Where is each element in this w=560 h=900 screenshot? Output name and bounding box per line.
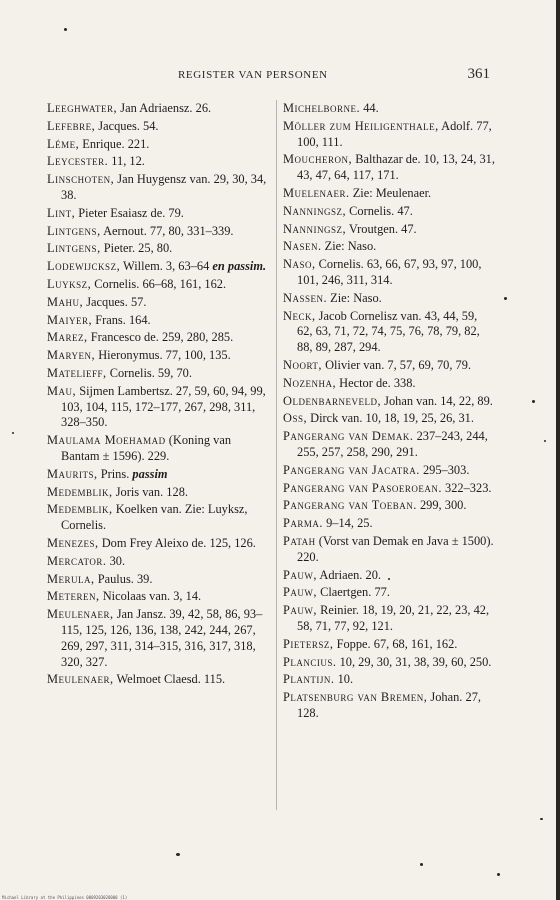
index-entry	[47, 672, 269, 688]
entry-name: Meteren,	[47, 589, 100, 604]
entry-references: Welmoet Claesd. 115.	[113, 672, 226, 687]
entry-name: Pietersz,	[283, 636, 334, 651]
index-entry	[283, 498, 495, 514]
entry-references: 322–323.	[441, 480, 492, 495]
index-entry	[283, 534, 495, 566]
entry-references: Paulus. 39.	[94, 571, 153, 586]
index-entry	[47, 433, 269, 465]
entry-name: Matelieff,	[47, 365, 107, 380]
index-entry	[283, 101, 495, 117]
index-entry	[47, 172, 269, 204]
entry-name: Marez,	[47, 330, 88, 345]
entry-name: Platsenburg van Bremen,	[283, 690, 428, 705]
entry-name: Möller zum Heiligenthale,	[283, 118, 439, 133]
entry-references: Jacob Cornelisz van. 43, 44, 59, 62, 63, 71, 72, 74, 75, 76, 78, 79, 82, 88, 89, 287, 294.	[297, 308, 480, 355]
entry-name: Lintgens,	[47, 223, 101, 238]
index-entry	[47, 277, 269, 293]
entry-references: Jan Huygensz van. 29, 30, 34, 38.	[61, 172, 267, 202]
entry-references: 237–243, 244, 255, 257, 258, 290, 291.	[297, 429, 488, 459]
entry-references: Johan van. 14, 22, 89.	[381, 393, 493, 408]
scan-speck	[388, 578, 390, 580]
index-entry	[283, 186, 495, 202]
entry-name: Nasen.	[283, 239, 322, 254]
entry-name: Luyksz,	[47, 276, 92, 291]
index-entry	[283, 672, 495, 688]
index-entry	[283, 291, 495, 307]
entry-references: 9–14, 25.	[323, 516, 373, 531]
index-entry	[47, 348, 269, 364]
entry-name: Patah	[283, 533, 316, 548]
entry-references: Vroutgen. 47.	[346, 221, 417, 236]
entry-references: 10, 29, 30, 31, 38, 39, 60, 250.	[336, 654, 492, 669]
entry-references: Zie: Meulenaer.	[349, 185, 432, 200]
entry-name: Meulenaer,	[47, 672, 114, 687]
index-entry	[283, 568, 495, 584]
index-entry	[283, 309, 495, 356]
entry-name: Plancius.	[283, 654, 337, 669]
index-entry	[283, 463, 495, 479]
index-entry	[47, 119, 269, 135]
entry-name: Merula,	[47, 571, 95, 586]
entry-references: Willem. 3, 63–64	[120, 259, 210, 274]
entry-name: Maurits,	[47, 466, 98, 481]
entry-name: Lodewijcksz,	[47, 259, 121, 274]
index-entry	[47, 101, 269, 117]
entry-name: Moucheron,	[283, 152, 353, 167]
entry-italic-note: passim	[132, 466, 168, 481]
entry-name: Lintgens,	[47, 241, 101, 256]
entry-name: Medemblik,	[47, 502, 113, 517]
entry-references: (Koning van Bantam ± 1596). 229.	[61, 433, 232, 463]
entry-references: 44.	[360, 101, 379, 115]
entry-references: Joris van. 128.	[112, 484, 188, 499]
index-entry	[47, 330, 269, 346]
entry-name: Plantijn.	[283, 672, 335, 687]
index-entry	[283, 358, 495, 374]
entry-references: Johan. 27, 128.	[297, 690, 481, 720]
entry-name: Pauw,	[283, 567, 317, 582]
index-entry	[47, 536, 269, 552]
scan-footer: Michael Library at the Philippines 0009203020000 (1)	[2, 895, 128, 900]
entry-name: Mercator.	[47, 553, 107, 568]
index-entry	[283, 637, 495, 653]
index-entry	[47, 137, 269, 153]
entry-references: Jacques. 54.	[95, 118, 159, 133]
scan-speck	[12, 432, 14, 434]
index-entry	[283, 119, 495, 151]
index-entry	[47, 241, 269, 257]
entry-name: Nassen.	[283, 290, 328, 305]
index-entry	[283, 655, 495, 671]
index-column-right	[283, 101, 495, 724]
entry-references: Cornelis. 59, 70.	[106, 365, 192, 380]
index-entry	[283, 239, 495, 255]
index-entry	[47, 467, 269, 483]
entry-name: Michelborne.	[283, 101, 361, 115]
entry-name: Lefebre,	[47, 118, 96, 133]
entry-name: Oss,	[283, 411, 308, 426]
index-entry	[283, 516, 495, 532]
entry-references: 30.	[106, 553, 126, 568]
index-entry	[283, 152, 495, 184]
entry-references: Hieronymus. 77, 100, 135.	[95, 348, 231, 363]
entry-name: Parma.	[283, 516, 323, 531]
scan-speck	[420, 863, 423, 866]
index-entry	[47, 206, 269, 222]
entry-name: Noort,	[283, 357, 323, 372]
index-entry	[283, 222, 495, 238]
entry-references: 295–303.	[419, 462, 470, 477]
index-entry	[47, 607, 269, 670]
entry-name: Mau,	[47, 383, 77, 398]
entry-references: Pieter. 25, 80.	[100, 241, 173, 256]
page-number: 361	[467, 66, 490, 82]
entry-name: Léme,	[47, 136, 80, 151]
entry-name: Nanningsz,	[283, 203, 347, 218]
entry-references: Zie: Naso.	[321, 239, 377, 254]
index-entry	[283, 603, 495, 635]
entry-references: Claertgen. 77.	[316, 585, 390, 600]
entry-name: Maiyer,	[47, 312, 93, 327]
index-entry	[47, 554, 269, 570]
entry-name: Nozenha,	[283, 375, 337, 390]
entry-references: Jan Jansz. 39, 42, 58, 86, 93–115, 125, 126, 136, 138, 242, 244, 267, 269, 297, 311, 314–315, 316, 317, 318, 320, 327.	[61, 607, 263, 669]
entry-references: Hector de. 338.	[336, 375, 416, 390]
entry-name: Lint,	[47, 205, 76, 220]
entry-references: Francesco de. 259, 280, 285.	[87, 330, 234, 345]
entry-name: Leycester.	[47, 154, 109, 169]
index-entry	[47, 224, 269, 240]
entry-references: Dom Frey Aleixo de. 125, 126.	[98, 535, 256, 550]
entry-references: Adolf. 77, 100, 111.	[297, 118, 492, 149]
entry-references: Adriaen. 20.	[316, 567, 381, 582]
entry-references: Cornelis. 63, 66, 67, 93, 97, 100, 101, 246, 311, 314.	[297, 257, 482, 287]
entry-italic-note: en passim.	[212, 259, 267, 274]
entry-references: Foppe. 67, 68, 161, 162.	[333, 636, 458, 651]
index-entry	[47, 366, 269, 382]
entry-references: Zie: Naso.	[327, 290, 382, 305]
scan-speck	[176, 853, 180, 856]
entry-references: Jacques. 57.	[83, 294, 147, 309]
entry-name: Pangerang van Pasoeroean.	[283, 480, 442, 495]
entry-references: (Vorst van Demak en Java ± 1500). 220.	[297, 533, 494, 564]
index-column-left	[47, 101, 269, 690]
entry-references: Jan Adriaensz. 26.	[117, 101, 212, 115]
entry-references: 11, 12.	[108, 154, 145, 169]
entry-references: Sijmen Lambertsz. 27, 59, 60, 94, 99, 103, 104, 115, 172–177, 267, 298, 311, 328–350.	[61, 383, 266, 430]
index-entry	[47, 572, 269, 588]
index-entry	[47, 589, 269, 605]
index-entry	[283, 690, 495, 722]
entry-references: Enrique. 221.	[79, 136, 150, 151]
entry-name: Naso,	[283, 257, 316, 272]
entry-references: Cornelis. 47.	[346, 203, 413, 218]
entry-name: Menezes,	[47, 535, 99, 550]
index-entry	[47, 384, 269, 431]
column-divider	[276, 100, 277, 810]
entry-references: Olivier van. 7, 57, 69, 70, 79.	[322, 357, 472, 372]
index-entry	[47, 485, 269, 501]
entry-name: Neck,	[283, 308, 316, 323]
entry-name: Medemblik,	[47, 484, 113, 499]
scan-speck	[532, 400, 535, 403]
entry-references: 10.	[334, 672, 354, 687]
entry-references: Pieter Esaiasz de. 79.	[75, 205, 184, 220]
entry-references: Balthazar de. 10, 13, 24, 31, 43, 47, 64, 117, 171.	[297, 152, 495, 183]
index-entry	[47, 313, 269, 329]
entry-name: Maulama Moehamad	[47, 433, 166, 448]
entry-references: Dirck van. 10, 18, 19, 25, 26, 31.	[307, 411, 474, 426]
scan-speck	[504, 297, 507, 300]
entry-references: 299, 300.	[416, 498, 467, 513]
scan-speck	[540, 818, 543, 820]
index-entry	[283, 411, 495, 427]
entry-name: Pauw,	[283, 603, 317, 618]
scan-speck	[544, 440, 546, 442]
entry-references: Aernout. 77, 80, 331–339.	[100, 223, 234, 238]
entry-name: Linschoten,	[47, 172, 115, 187]
entry-references: Reinier. 18, 19, 20, 21, 22, 23, 42, 58, 71, 77, 92, 121.	[297, 603, 490, 633]
entry-name: Pangerang van Toeban.	[283, 498, 417, 513]
entry-references: Prins.	[97, 466, 130, 481]
entry-name: Meulenaer,	[47, 607, 114, 622]
index-entry	[283, 481, 495, 497]
index-entry	[283, 376, 495, 392]
index-entry	[283, 257, 495, 289]
entry-name: Oldenbarneveld,	[283, 393, 382, 408]
entry-name: Pangerang van Demak.	[283, 429, 414, 444]
entry-name: Maryen,	[47, 348, 96, 363]
index-entry	[283, 585, 495, 601]
entry-name: Leeghwater,	[47, 101, 118, 115]
entry-references: Koelken van. Zie: Luyksz, Cornelis.	[61, 502, 248, 533]
index-entry	[47, 154, 269, 170]
entry-name: Nanningsz,	[283, 221, 347, 236]
running-head-title: REGISTER VAN PERSONEN	[178, 69, 328, 81]
entry-name: Pauw,	[283, 585, 317, 600]
scan-speck	[497, 873, 500, 876]
index-entry	[283, 394, 495, 410]
entry-name: Mahu,	[47, 294, 84, 309]
index-entry	[47, 259, 269, 275]
entry-references: Nicolaas van. 3, 14.	[99, 589, 202, 604]
entry-name: Muelenaer.	[283, 185, 350, 200]
entry-references: Cornelis. 66–68, 161, 162.	[91, 276, 227, 291]
index-entry	[47, 502, 269, 534]
entry-references: Frans. 164.	[92, 312, 151, 327]
entry-name: Pangerang van Jacatra.	[283, 462, 420, 477]
index-entry	[47, 295, 269, 311]
index-entry	[283, 204, 495, 220]
running-head	[0, 66, 560, 86]
index-entry	[283, 429, 495, 461]
page-edge	[556, 0, 560, 900]
scan-speck	[64, 28, 67, 31]
